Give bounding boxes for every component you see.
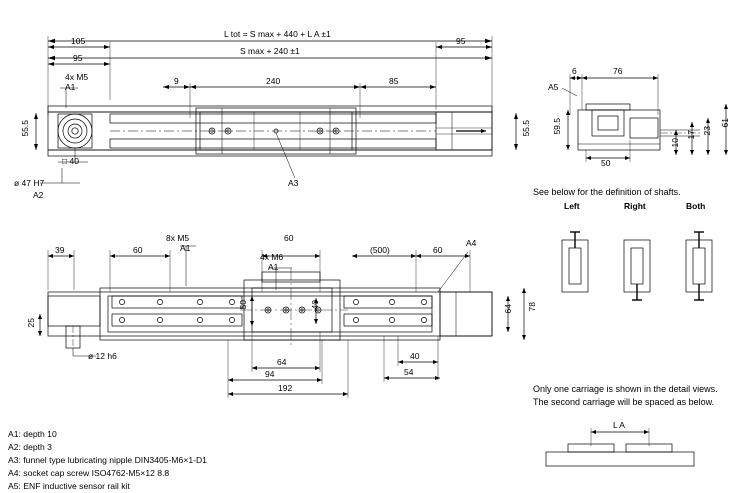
- dim-105: 105: [71, 36, 86, 46]
- dim-64-right: 64: [503, 304, 513, 314]
- dim-4xm5: 4x M5: [65, 72, 89, 82]
- dim-8xm5: 8x M5: [166, 233, 190, 243]
- shaft-option-right: Right: [624, 201, 646, 211]
- legend-item-a5: A5: ENF inductive sensor rail kit: [8, 481, 130, 491]
- label-a2-top: A2: [33, 190, 44, 200]
- carriage-note-line1: Only one carriage is shown in the detail views.: [533, 384, 718, 394]
- dim-6: 6: [572, 66, 577, 76]
- dim-240: 240: [266, 76, 281, 86]
- dim-60-a: 60: [133, 245, 143, 255]
- dim-39: 39: [55, 245, 65, 255]
- dim-la-detail: L A: [613, 420, 625, 430]
- dim-500: (500): [370, 245, 390, 255]
- label-a4-bottom: A4: [466, 238, 477, 248]
- dim-17: 17: [686, 130, 696, 140]
- dim-64-bottom: 64: [277, 357, 287, 367]
- dim-94: 94: [265, 369, 275, 379]
- dim-50-side: 50: [601, 158, 611, 168]
- dim-76: 76: [613, 66, 623, 76]
- dim-4xm6: 4x M6: [260, 252, 284, 262]
- dim-25: 25: [26, 318, 36, 328]
- dim-square-40: □ 40: [62, 156, 79, 166]
- dim-60-c: 60: [433, 245, 443, 255]
- dim-smax-240: S max + 240 ±1: [240, 46, 300, 56]
- dim-bore-47h7: ø 47 H7: [14, 178, 45, 188]
- dim-50-bottom: 50: [238, 300, 248, 310]
- shaft-definition-note: See below for the definition of shafts.: [533, 187, 681, 197]
- dim-61: 61: [720, 118, 730, 128]
- dim-59-5: 59.5: [552, 118, 562, 135]
- dim-95-right: 95: [456, 36, 466, 46]
- dim-shaft-12h6: ø 12 h6: [88, 351, 117, 361]
- shaft-option-both: Both: [686, 201, 706, 211]
- label-a1-top: A1: [65, 82, 76, 92]
- dim-total-length: L tot = S max + 440 + L A ±1: [224, 29, 331, 39]
- legend-item-a3: A3: funnel type lubricating nipple DIN3405-M6×1-D1: [8, 455, 207, 465]
- dim-10: 10: [670, 138, 680, 148]
- dim-54: 54: [404, 367, 414, 377]
- legend-item-a1: A1: depth 10: [8, 429, 57, 439]
- dim-55-5-right: 55.5: [521, 120, 531, 137]
- shaft-option-left: Left: [564, 201, 580, 211]
- dim-60-b: 60: [284, 233, 294, 243]
- dim-23: 23: [702, 126, 712, 136]
- legend-item-a2: A2: depth 3: [8, 442, 52, 452]
- dim-40-bottom: 40: [310, 300, 320, 310]
- dim-78-right: 78: [527, 302, 537, 312]
- label-a5-side: A5: [548, 82, 559, 92]
- dim-9: 9: [174, 76, 179, 86]
- dim-95-left: 95: [73, 53, 83, 63]
- label-a3-top: A3: [288, 178, 299, 188]
- legend-item-a4: A4: socket cap screw ISO4762-M5×12 8.8: [8, 468, 170, 478]
- dim-55-5-left: 55.5: [20, 120, 30, 137]
- label-a1-bottom-mid: A1: [268, 262, 279, 272]
- dim-192: 192: [278, 383, 293, 393]
- dim-85: 85: [389, 76, 399, 86]
- dim-40-right: 40: [410, 351, 420, 361]
- carriage-note-line2: The second carriage will be spaced as below.: [533, 397, 715, 407]
- label-a1-bottom-left: A1: [180, 243, 191, 253]
